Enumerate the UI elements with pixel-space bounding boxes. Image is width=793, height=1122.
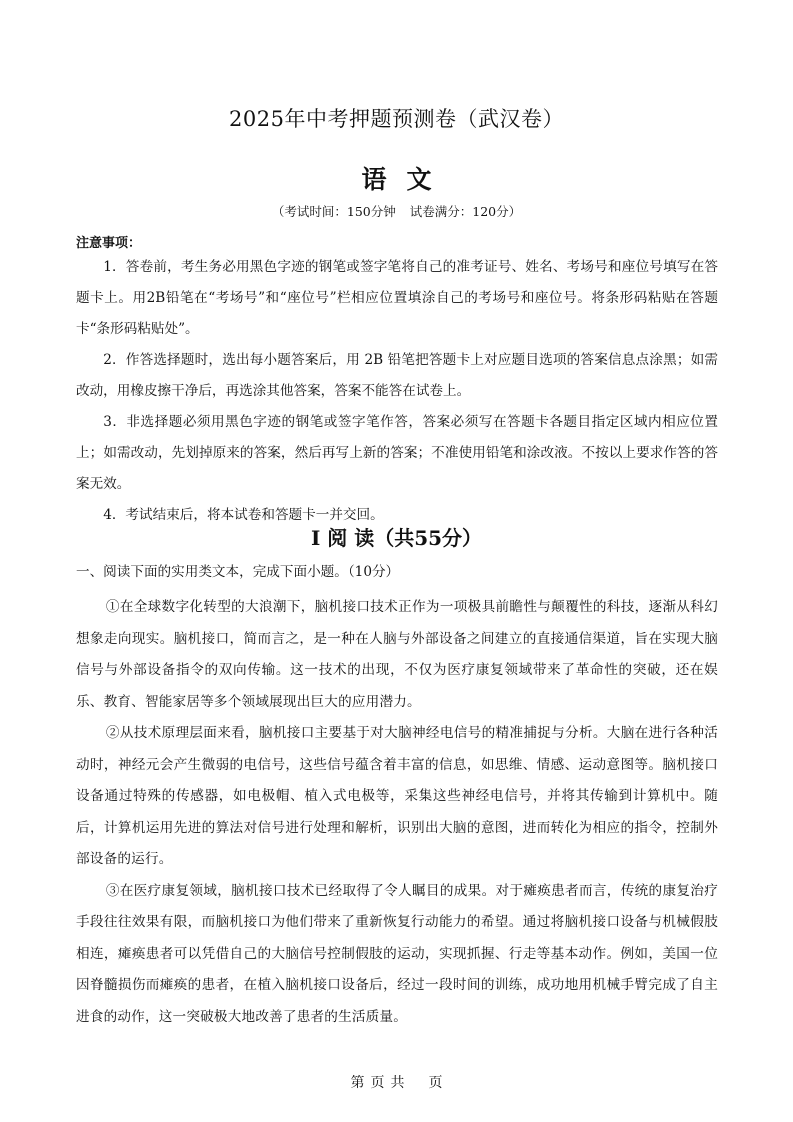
exam-score: 试卷满分：120分）: [409, 204, 522, 219]
page-footer: [0, 1072, 793, 1092]
footer-total-label: 共: [390, 1075, 405, 1091]
notice-item: 2．作答选择题时，选出每小题答案后，用 2B 铅笔把答题卡上对应题目选项的答案信息点涂黑；如需改动，用橡皮擦干净后，再选涂其他答案，答案不能答在试卷上。: [76, 352, 718, 399]
question-heading: 一、阅读下面的实用类文本，完成下面小题。（10分）: [76, 564, 400, 580]
notice-heading: 注意事项：: [76, 236, 142, 251]
exam-time: （考试时间：150分钟: [271, 204, 396, 219]
exam-info: [0, 202, 793, 220]
notice-item: 4．考试结束后，将本试卷和答题卡一并交回。: [103, 507, 384, 523]
passage-paragraph: ②从技术原理层面来看，脑机接口主要基于对大脑神经电信号的精准捕捉与分析。大脑在进行各种活动时，神经元会产生微弱的电信号，这些信号蕴含着丰富的信息，如思维、情感、运动意图等。脑机接口设备通过特殊的传感器，如电极帽、植入式电极等，采集这些神经电信号，并将其传输到计算机中。随后，计算机运用先进的算法对信号进行处理和解析，识别出大脑的意图，进而转化为相应的指令，控制外部设备的运行。: [76, 725, 718, 867]
section-title: Ⅰ 阅 读（共55分）: [310, 526, 483, 550]
notice-list: [76, 252, 718, 531]
subject-title: 语文: [361, 165, 452, 194]
exam-title: 2025年中考押题预测卷（武汉卷）: [229, 107, 564, 131]
notice-item: 3．非选择题必须用黑色字迹的钢笔或签字笔作答，答案必须写在答题卡各题目指定区域内相应位置上；如需改动，先划掉原来的答案，然后再写上新的答案；不准使用铅笔和涂改液。不按以上要求作答的答案无效。: [76, 414, 718, 492]
passage-paragraph: ③在医疗康复领域，脑机接口技术已经取得了令人瞩目的成果。对于瘫痪患者而言，传统的康复治疗手段往往效果有限，而脑机接口为他们带来了重新恢复行动能力的希望。通过将脑机接口设备与机械假肢相连，瘫痪患者可以凭借自己的大脑信号控制假肢的运动，实现抓握、行走等基本动作。例如，美国一位因脊髓损伤而瘫痪的患者，在植入脑机接口设备后，经过一段时间的训练，成功地用机械手臂完成了自主进食的动作，这一突破极大地改善了患者的生活质量。: [76, 882, 718, 1025]
reading-passage: [76, 592, 718, 1033]
footer-page-label: 第: [350, 1075, 365, 1091]
notice-item: 1．答卷前，考生务必用黑色字迹的钢笔或签字笔将自己的准考证号、姓名、考场号和座位号填写在答题卡上。用2B铅笔在“考场号”和“座位号”栏相应位置填涂自己的考场号和座位号。将条形码粘贴在答题卡“条形码粘贴处”。: [76, 259, 718, 337]
footer-page-unit: 页: [370, 1075, 385, 1091]
passage-paragraph: ①在全球数字化转型的大浪潮下，脑机接口技术正作为一项极具前瞻性与颠覆性的科技，逐渐从科幻想象走向现实。脑机接口，简而言之，是一种在人脑与外部设备之间建立的直接通信渠道，旨在实现大脑信号与外部设备指令的双向传输。这一技术的出现，不仅为医疗康复领域带来了革命性的突破，还在娱乐、教育、智能家居等多个领域展现出巨大的应用潜力。: [76, 599, 718, 710]
footer-total-unit: 页: [428, 1075, 443, 1091]
